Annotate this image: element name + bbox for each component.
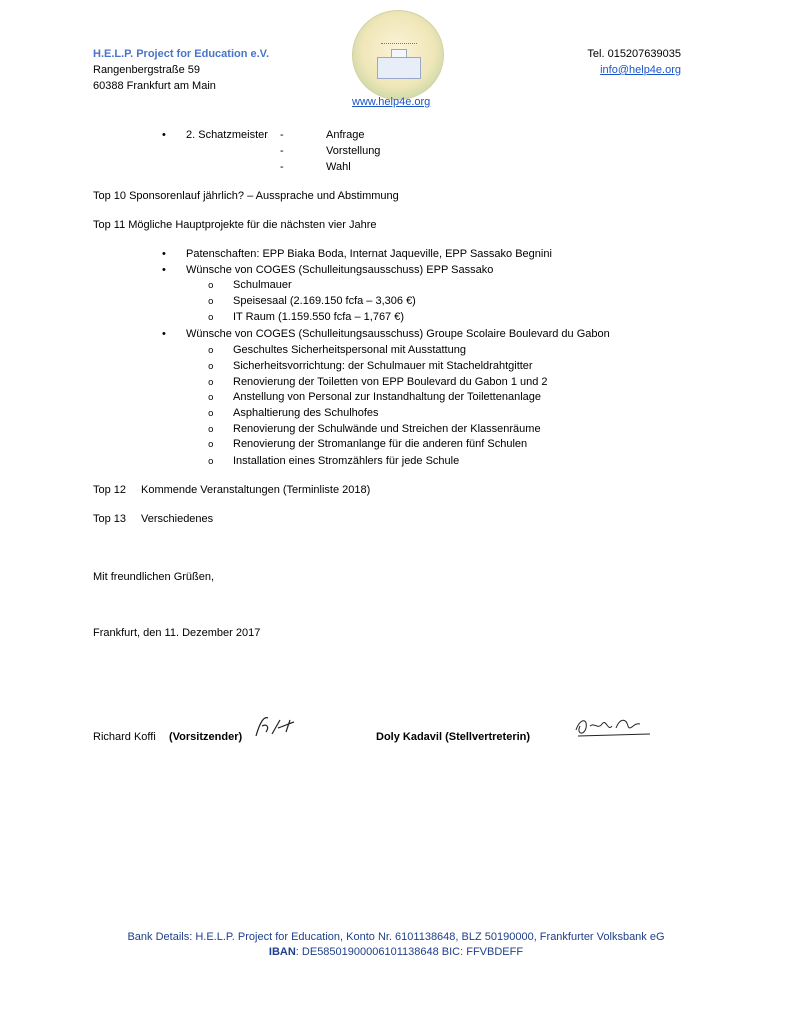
sub-item: Renovierung der Schulwände und Streichen der Klassenräume bbox=[233, 423, 541, 435]
project-bullet: Wünsche von COGES (Schulleitungsausschuss) EPP Sassako bbox=[186, 264, 494, 276]
treasurer-item: Anfrage bbox=[326, 129, 365, 141]
bullet-marker bbox=[162, 129, 166, 141]
sub-bullet-marker: o bbox=[208, 281, 214, 291]
treasurer-label: 2. Schatzmeister bbox=[186, 129, 268, 141]
treasurer-item: Vorstellung bbox=[326, 145, 381, 157]
sub-bullet-marker: o bbox=[208, 393, 214, 403]
sub-bullet-marker: o bbox=[208, 425, 214, 435]
sub-item: Schulmauer bbox=[233, 279, 292, 291]
sub-bullet-marker: o bbox=[208, 440, 214, 450]
sub-bullet-marker: o bbox=[208, 362, 214, 372]
iban-label: IBAN bbox=[268, 946, 296, 958]
organization-logo bbox=[352, 10, 444, 100]
iban-value: : DE58501900006101138648 BIC: FFVBDEFF bbox=[295, 946, 524, 958]
footer-bank-details: Bank Details: H.E.L.P. Project for Education, Konto Nr. 6101138648, BLZ 50190000, Frankfurter Volksbank eG bbox=[127, 931, 665, 943]
sub-item: Asphaltierung des Schulhofes bbox=[233, 407, 379, 419]
project-bullet: Patenschaften: EPP Biaka Boda, Internat Jaqueville, EPP Sassako Begnini bbox=[186, 248, 552, 260]
website-link[interactable]: www.help4e.org bbox=[352, 96, 431, 108]
sub-item: Geschultes Sicherheitspersonal mit Ausstattung bbox=[233, 344, 466, 356]
closing-greeting: Mit freundlichen Grüßen, bbox=[93, 571, 215, 583]
agenda-top11: Top 11 Mögliche Hauptprojekte für die nächsten vier Jahre bbox=[93, 219, 377, 231]
agenda-top13-number: Top 13 bbox=[93, 513, 127, 525]
sub-bullet-marker: o bbox=[208, 378, 214, 388]
agenda-top10: Top 10 Sponsorenlauf jährlich? – Aussprache und Abstimmung bbox=[93, 190, 399, 202]
signer-right-name: Doly Kadavil (Stellvertreterin) bbox=[376, 731, 531, 743]
sub-item: Renovierung der Stromanlange für die anderen fünf Schulen bbox=[233, 438, 528, 450]
dash-marker: - bbox=[280, 161, 284, 173]
sub-item: Renovierung der Toiletten von EPP Boulevard du Gabon 1 und 2 bbox=[233, 376, 548, 388]
sub-bullet-marker: o bbox=[208, 457, 214, 467]
sub-item: IT Raum (1.159.550 fcfa – 1,767 €) bbox=[233, 311, 405, 323]
signature-right-image bbox=[572, 712, 654, 742]
agenda-top12-text: Kommende Veranstaltungen (Terminliste 2018) bbox=[141, 484, 371, 496]
dash-marker: - bbox=[280, 129, 284, 141]
signature-left-image bbox=[250, 712, 302, 742]
bullet-marker bbox=[162, 264, 166, 276]
sub-item: Sicherheitsvorrichtung: der Schulmauer mit Stacheldrahtgitter bbox=[233, 360, 533, 372]
signer-left-role: (Vorsitzender) bbox=[169, 731, 243, 743]
sub-item: Speisesaal (2.169.150 fcfa – 3,306 €) bbox=[233, 295, 416, 307]
signer-left-name: Richard Koffi bbox=[93, 731, 156, 743]
phone-number: Tel. 015207639035 bbox=[587, 48, 681, 60]
email-link[interactable]: info@help4e.org bbox=[600, 64, 681, 76]
org-city: 60388 Frankfurt am Main bbox=[93, 80, 216, 92]
project-bullet: Wünsche von COGES (Schulleitungsausschuss) Groupe Scolaire Boulevard du Gabon bbox=[186, 328, 610, 340]
sub-bullet-marker: o bbox=[208, 297, 214, 307]
sub-bullet-marker: o bbox=[208, 409, 214, 419]
bullet-marker bbox=[162, 328, 166, 340]
dash-marker: - bbox=[280, 145, 284, 157]
place-and-date: Frankfurt, den 11. Dezember 2017 bbox=[93, 627, 261, 639]
agenda-top13-text: Verschiedenes bbox=[141, 513, 214, 525]
sub-bullet-marker: o bbox=[208, 346, 214, 356]
org-name: H.E.L.P. Project for Education e.V. bbox=[93, 48, 270, 60]
sub-item: Anstellung von Personal zur Instandhaltung der Toilettenanlage bbox=[233, 391, 542, 403]
bullet-marker bbox=[162, 248, 166, 260]
sub-bullet-marker: o bbox=[208, 313, 214, 323]
org-street: Rangenbergstraße 59 bbox=[93, 64, 201, 76]
agenda-top12-number: Top 12 bbox=[93, 484, 127, 496]
footer-iban bbox=[0, 946, 792, 958]
sub-item: Installation eines Stromzählers für jede Schule bbox=[233, 455, 460, 467]
treasurer-item: Wahl bbox=[326, 161, 351, 173]
